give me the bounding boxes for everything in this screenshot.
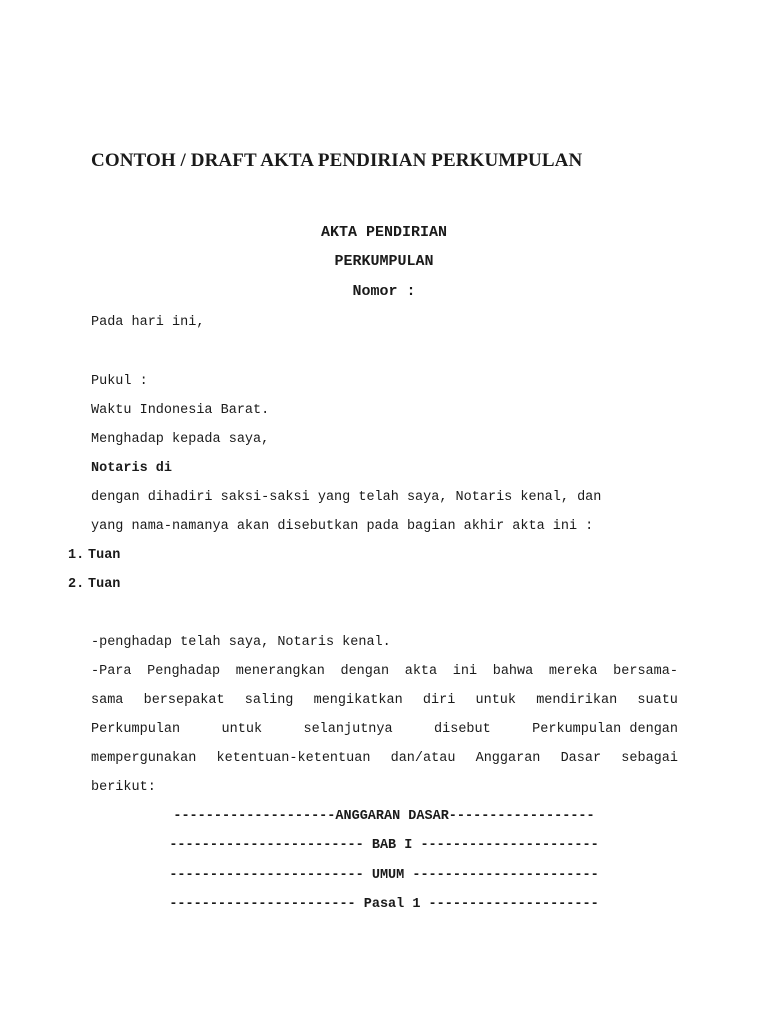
waktu-text: Waktu Indonesia Barat. bbox=[91, 403, 270, 418]
party-label: Tuan bbox=[88, 548, 121, 563]
paragraph-word: ketentuan-ketentuan bbox=[216, 751, 371, 766]
paragraph-line-2 bbox=[91, 691, 678, 711]
pasal-heading: ----------------------- Pasal 1 --------------------- bbox=[169, 897, 599, 912]
paragraph-word: ini bbox=[452, 664, 478, 679]
paragraph-word: disebut bbox=[434, 722, 491, 737]
party-item bbox=[68, 546, 120, 566]
paragraph-word: untuk bbox=[475, 693, 517, 708]
paragraph-word: suatu bbox=[637, 693, 678, 708]
paragraph-word: akta bbox=[404, 664, 438, 679]
pada-hari-text: Pada hari ini, bbox=[91, 315, 205, 330]
umum-heading: ------------------------ UMUM ----------------------- bbox=[169, 868, 599, 883]
party-label: Tuan bbox=[88, 577, 121, 592]
nomor-label: Nomor : bbox=[352, 283, 416, 300]
paragraph-word: diri bbox=[422, 693, 456, 708]
paragraph-word: mempergunakan bbox=[91, 751, 197, 766]
paragraph-word: Perkumpulan bbox=[91, 722, 181, 737]
paragraph-word: untuk bbox=[221, 722, 263, 737]
dihadiri-text: dengan dihadiri saksi-saksi yang telah saya, Notaris kenal, dan bbox=[91, 490, 602, 505]
paragraph-word: bahwa bbox=[492, 664, 534, 679]
paragraph-word: selanjutnya bbox=[303, 722, 393, 737]
paragraph-word: sama bbox=[91, 693, 124, 708]
paragraph-word: Dasar bbox=[560, 751, 602, 766]
berikut-text: berikut: bbox=[91, 780, 156, 795]
paragraph-word: menerangkan bbox=[235, 664, 325, 679]
paragraph-word: -Para bbox=[91, 664, 132, 679]
paragraph-word: mendirikan bbox=[536, 693, 618, 708]
paragraph-word: Perkumpulan dengan bbox=[532, 722, 678, 737]
menghadap-text: Menghadap kepada saya, bbox=[91, 432, 270, 447]
penghadap-kenal-text: -penghadap telah saya, Notaris kenal. bbox=[91, 635, 391, 650]
bab-heading: ------------------------ BAB I ---------------------- bbox=[169, 838, 599, 853]
paragraph-word: bersepakat bbox=[143, 693, 225, 708]
paragraph-line-1 bbox=[91, 662, 678, 682]
paragraph-word: Penghadap bbox=[147, 664, 221, 679]
akta-title-line-2: PERKUMPULAN bbox=[334, 253, 434, 270]
paragraph-word: dengan bbox=[340, 664, 390, 679]
paragraph-line-3 bbox=[91, 720, 678, 740]
paragraph-word: Anggaran bbox=[475, 751, 541, 766]
paragraph-word: sebagai bbox=[621, 751, 678, 766]
paragraph-word: dan/atau bbox=[390, 751, 456, 766]
nama-namanya-text: yang nama-namanya akan disebutkan pada bagian akhir akta ini : bbox=[91, 519, 594, 534]
party-number: 2. bbox=[68, 577, 85, 592]
paragraph-word: mengikatkan bbox=[313, 693, 403, 708]
party-item bbox=[68, 575, 120, 595]
anggaran-dasar-heading: --------------------ANGGARAN DASAR------------------ bbox=[173, 809, 595, 824]
paragraph-line-4 bbox=[91, 749, 678, 769]
paragraph-word: mereka bbox=[548, 664, 598, 679]
party-number: 1. bbox=[68, 548, 85, 563]
pukul-text: Pukul : bbox=[91, 374, 148, 389]
notaris-text: Notaris di bbox=[91, 461, 173, 476]
paragraph-word: saling bbox=[244, 693, 294, 708]
akta-title-line-1: AKTA PENDIRIAN bbox=[320, 224, 448, 241]
document-title: CONTOH / DRAFT AKTA PENDIRIAN PERKUMPULAN bbox=[91, 150, 583, 171]
paragraph-word: bersama- bbox=[613, 664, 678, 679]
